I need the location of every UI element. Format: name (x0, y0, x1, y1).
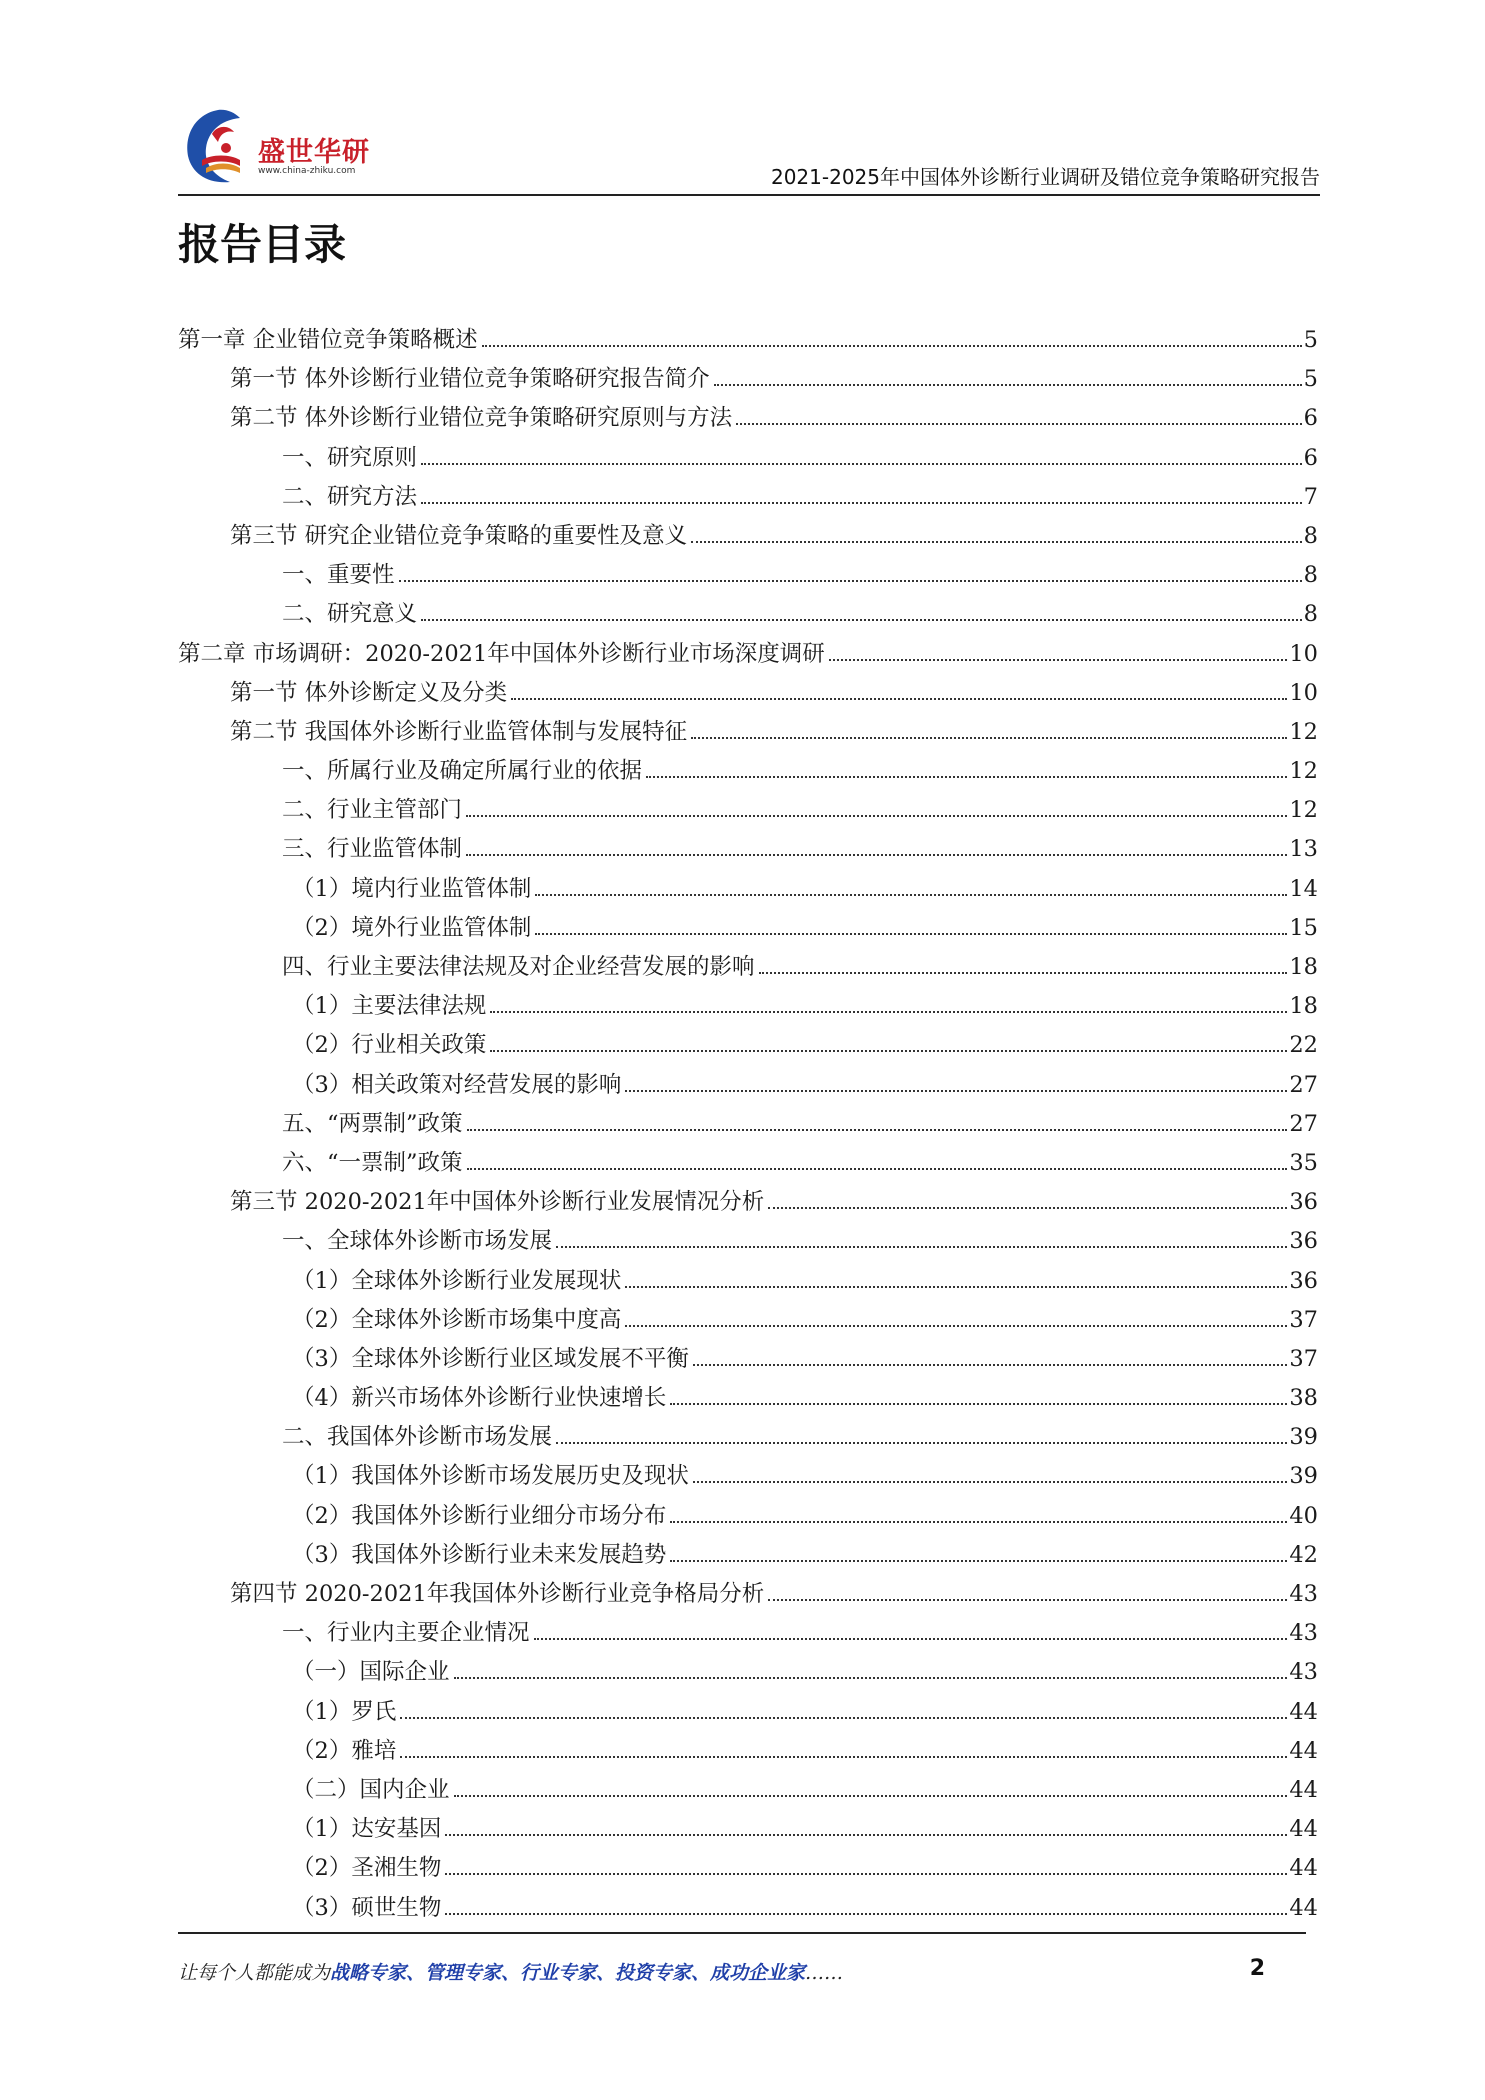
toc-entry-title: （1）达安基因 (292, 1816, 442, 1843)
toc-entry-title: （1）境内行业监管体制 (292, 875, 532, 902)
toc-entry-title: （2）圣湘生物 (292, 1855, 442, 1882)
toc-entry[interactable] (178, 1890, 1318, 1929)
toc-entry-page: 6 (1303, 444, 1318, 471)
toc-entry-title: （1）罗氏 (292, 1698, 397, 1725)
toc-dot-leader (445, 1913, 1287, 1915)
toc-entry-page: 13 (1289, 836, 1318, 863)
toc-entry[interactable] (178, 1615, 1318, 1654)
toc-entry-title: （2）我国体外诊断行业细分市场分布 (292, 1502, 667, 1529)
toc-entry-title: （2）全球体外诊断市场集中度高 (292, 1306, 622, 1333)
toc-entry-title: 第二节 体外诊断行业错位竞争策略研究原则与方法 (230, 405, 733, 432)
toc-entry-page: 40 (1289, 1502, 1318, 1529)
toc-entry-title: 一、行业内主要企业情况 (282, 1620, 530, 1647)
toc-entry-title: （二）国内企业 (292, 1776, 450, 1803)
footer-slogan (178, 1958, 843, 1985)
toc-entry[interactable] (178, 479, 1318, 518)
toc-entry[interactable] (178, 596, 1318, 635)
toc-entry-page: 22 (1289, 1032, 1318, 1059)
toc-entry[interactable] (178, 988, 1318, 1027)
toc-entry-page: 37 (1289, 1306, 1318, 1333)
toc-dot-leader (534, 1638, 1288, 1640)
toc-entry-page: 44 (1289, 1855, 1318, 1882)
toc-dot-leader (670, 1521, 1287, 1523)
toc-entry-page: 8 (1303, 601, 1318, 628)
toc-dot-leader (490, 1011, 1287, 1013)
toc-entry-page: 27 (1289, 1110, 1318, 1137)
toc-entry-page: 42 (1289, 1541, 1318, 1568)
toc-dot-leader (625, 1325, 1287, 1327)
toc-entry-page: 5 (1303, 327, 1318, 353)
toc-entry-title: 二、我国体外诊断市场发展 (282, 1424, 553, 1451)
toc-dot-leader (736, 423, 1302, 425)
toc-dot-leader (556, 1442, 1287, 1444)
toc-entry-page: 10 (1289, 640, 1318, 667)
header-divider (178, 194, 1320, 196)
toc-dot-leader (482, 345, 1302, 347)
toc-entry-title: 二、研究方法 (282, 483, 418, 510)
toc-entry-page: 44 (1289, 1816, 1318, 1843)
toc-entry[interactable] (178, 1498, 1318, 1537)
toc-entry-page: 36 (1289, 1189, 1318, 1216)
toc-entry-title: 一、所属行业及确定所属行业的依据 (282, 758, 643, 785)
toc-entry-title: （4）新兴市场体外诊断行业快速增长 (292, 1385, 667, 1412)
toc-dot-leader (454, 1677, 1288, 1679)
toc-dot-leader (490, 1050, 1287, 1052)
toc-entry[interactable] (178, 1694, 1318, 1733)
toc-entry[interactable] (178, 1458, 1318, 1497)
toc-entry[interactable] (178, 361, 1318, 400)
toc-entry-page: 36 (1289, 1267, 1318, 1294)
toc-dot-leader (400, 1717, 1287, 1719)
toc-entry[interactable] (178, 440, 1318, 479)
toc-entry-title: 第一节 体外诊断行业错位竞争策略研究报告简介 (230, 366, 710, 393)
toc-entry-title: （3）我国体外诊断行业未来发展趋势 (292, 1541, 667, 1568)
toc-entry[interactable] (178, 675, 1318, 714)
toc-entry-page: 8 (1303, 522, 1318, 549)
toc-entry[interactable] (178, 1027, 1318, 1066)
toc-dot-leader (625, 1090, 1287, 1092)
toc-entry[interactable] (178, 1067, 1318, 1106)
slogan-highlight: 战略专家、管理专家、行业专家、投资专家、成功企业家 (330, 1962, 806, 1984)
toc-entry-title: （2）行业相关政策 (292, 1032, 487, 1059)
toc-entry[interactable] (178, 1850, 1318, 1889)
toc-entry-title: 四、行业主要法律法规及对企业经营发展的影响 (282, 954, 755, 980)
toc-entry-title: 第三节 研究企业错位竞争策略的重要性及意义 (230, 522, 688, 549)
toc-dot-leader (445, 1873, 1287, 1875)
toc-entry-title: （一）国际企业 (292, 1659, 450, 1686)
toc-entry[interactable] (178, 1380, 1318, 1419)
toc-entry[interactable] (178, 400, 1318, 439)
toc-entry-page: 18 (1289, 954, 1318, 980)
toc-entry-title: （1）主要法律法规 (292, 993, 487, 1020)
toc-entry-page: 7 (1303, 483, 1318, 510)
toc-entry-page: 39 (1289, 1424, 1318, 1451)
toc-dot-leader (625, 1286, 1287, 1288)
logo-name: 盛世华研 (258, 137, 370, 168)
toc-entry-page: 43 (1289, 1620, 1318, 1647)
toc-entry[interactable] (178, 871, 1318, 910)
toc-dot-leader (768, 1599, 1287, 1601)
toc-entry[interactable] (178, 636, 1318, 675)
toc-entry-page: 27 (1289, 1071, 1318, 1098)
toc-entry-page: 44 (1289, 1698, 1318, 1725)
toc-dot-leader (714, 384, 1302, 386)
toc-entry[interactable] (178, 1302, 1318, 1341)
toc-dot-leader (768, 1207, 1287, 1209)
toc-entry[interactable] (178, 1419, 1318, 1458)
toc-entry[interactable] (178, 1772, 1318, 1811)
toc-entry-title: （3）硕世生物 (292, 1894, 442, 1921)
toc-entry-title: （3）全球体外诊断行业区域发展不平衡 (292, 1345, 689, 1372)
toc-entry-title: 第三节 2020-2021年中国体外诊断行业发展情况分析 (230, 1189, 765, 1216)
toc-entry-title: 第一节 体外诊断定义及分类 (230, 679, 508, 706)
toc-dot-leader (691, 737, 1287, 739)
footer-divider (178, 1932, 1306, 1934)
page-title: 报告目录 (178, 220, 347, 269)
toc-entry-page: 12 (1289, 718, 1318, 745)
slogan-suffix: …… (805, 1962, 844, 1984)
logo-url: www.china-zhiku.com (258, 166, 356, 176)
toc-dot-leader (535, 894, 1287, 896)
toc-entry[interactable] (178, 1811, 1318, 1850)
toc-entry-title: 六、“一票制”政策 (282, 1149, 463, 1176)
toc-entry[interactable] (178, 1341, 1318, 1380)
toc-entry-page: 44 (1289, 1776, 1318, 1803)
toc-entry-page: 39 (1289, 1463, 1318, 1490)
toc-dot-leader (670, 1560, 1287, 1562)
toc-entry[interactable] (178, 322, 1318, 361)
logo-swoosh-icon (178, 104, 258, 192)
toc-dot-leader (400, 1756, 1287, 1758)
toc-entry-page: 14 (1289, 875, 1318, 902)
toc-entry-title: （2）雅培 (292, 1737, 397, 1764)
toc-dot-leader (445, 1834, 1287, 1836)
toc-dot-leader (421, 619, 1302, 621)
toc-dot-leader (454, 1795, 1288, 1797)
toc-dot-leader (646, 776, 1287, 778)
toc-entry[interactable] (178, 1576, 1318, 1615)
toc-entry-title: （2）境外行业监管体制 (292, 914, 532, 941)
toc-entry[interactable] (178, 792, 1318, 831)
toc-entry-title: 一、研究原则 (282, 444, 418, 471)
toc-dot-leader (466, 854, 1287, 856)
toc-entry-page: 43 (1289, 1659, 1318, 1686)
toc-entry[interactable] (178, 714, 1318, 753)
toc-entry-page: 15 (1289, 914, 1318, 941)
toc-entry-page: 38 (1289, 1385, 1318, 1412)
toc-dot-leader (421, 463, 1302, 465)
toc-entry[interactable] (178, 949, 1318, 988)
toc-dot-leader (691, 541, 1302, 543)
toc-dot-leader (421, 502, 1302, 504)
toc-entry-page: 12 (1289, 797, 1318, 824)
toc-entry-page: 37 (1289, 1345, 1318, 1372)
toc-entry[interactable] (178, 1145, 1318, 1184)
toc-entry[interactable] (178, 910, 1318, 949)
toc-entry-page: 44 (1289, 1737, 1318, 1764)
toc-entry[interactable] (178, 753, 1318, 792)
toc-dot-leader (467, 1168, 1288, 1170)
toc-entry[interactable] (178, 1106, 1318, 1145)
toc-entry-title: 五、“两票制”政策 (282, 1110, 463, 1137)
toc-entry[interactable] (178, 1654, 1318, 1693)
page-number: 2 (1249, 1956, 1265, 1981)
toc-dot-leader (556, 1246, 1287, 1248)
toc-entry-title: 一、全球体外诊断市场发展 (282, 1228, 553, 1255)
toc-entry[interactable] (178, 557, 1318, 596)
toc-entry-title: 二、行业主管部门 (282, 797, 463, 824)
toc-dot-leader (467, 1129, 1288, 1131)
toc-entry-title: 第一章 企业错位竞争策略概述 (178, 327, 478, 353)
toc-dot-leader (399, 580, 1302, 582)
toc-entry-title: 第二节 我国体外诊断行业监管体制与发展特征 (230, 718, 688, 745)
toc-entry[interactable] (178, 1537, 1318, 1576)
slogan-prefix: 让每个人都能成为 (178, 1962, 331, 1984)
toc-dot-leader (759, 972, 1288, 974)
toc-dot-leader (511, 698, 1287, 700)
toc-entry-title: （1）全球体外诊断行业发展现状 (292, 1267, 622, 1294)
toc-entry-page: 5 (1303, 366, 1318, 393)
toc-dot-leader (829, 659, 1288, 661)
toc-dot-leader (670, 1403, 1287, 1405)
toc-entry-page: 10 (1289, 679, 1318, 706)
toc-entry-page: 18 (1289, 993, 1318, 1020)
toc-entry[interactable] (178, 1223, 1318, 1262)
toc-entry-page: 8 (1303, 562, 1318, 589)
toc-entry-title: 二、研究意义 (282, 601, 418, 628)
toc-entry[interactable] (178, 1263, 1318, 1302)
toc-dot-leader (535, 933, 1287, 935)
toc-entry-page: 35 (1289, 1149, 1318, 1176)
toc-entry-page: 44 (1289, 1894, 1318, 1921)
toc-entry-page: 6 (1303, 405, 1318, 432)
toc-entry-page: 12 (1289, 758, 1318, 785)
toc-entry[interactable] (178, 1733, 1318, 1772)
toc-entry[interactable] (178, 518, 1318, 557)
table-of-contents (178, 322, 1318, 1929)
company-logo (178, 104, 398, 192)
toc-entry-title: 第二章 市场调研：2020-2021年中国体外诊断行业市场深度调研 (178, 640, 825, 667)
report-title: 2021-2025年中国体外诊断行业调研及错位竞争策略研究报告 (770, 165, 1320, 189)
toc-entry-title: （3）相关政策对经营发展的影响 (292, 1071, 622, 1098)
toc-dot-leader (693, 1481, 1288, 1483)
page-header (178, 104, 1320, 196)
toc-entry-page: 36 (1289, 1228, 1318, 1255)
toc-entry-title: 三、行业监管体制 (282, 836, 463, 863)
toc-dot-leader (466, 815, 1287, 817)
toc-entry-title: 第四节 2020-2021年我国体外诊断行业竞争格局分析 (230, 1581, 765, 1607)
toc-dot-leader (693, 1364, 1288, 1366)
toc-entry-title: （1）我国体外诊断市场发展历史及现状 (292, 1463, 689, 1490)
toc-entry[interactable] (178, 831, 1318, 870)
toc-entry[interactable] (178, 1184, 1318, 1223)
toc-entry-title: 一、重要性 (282, 562, 395, 589)
toc-entry-page: 43 (1289, 1581, 1318, 1607)
